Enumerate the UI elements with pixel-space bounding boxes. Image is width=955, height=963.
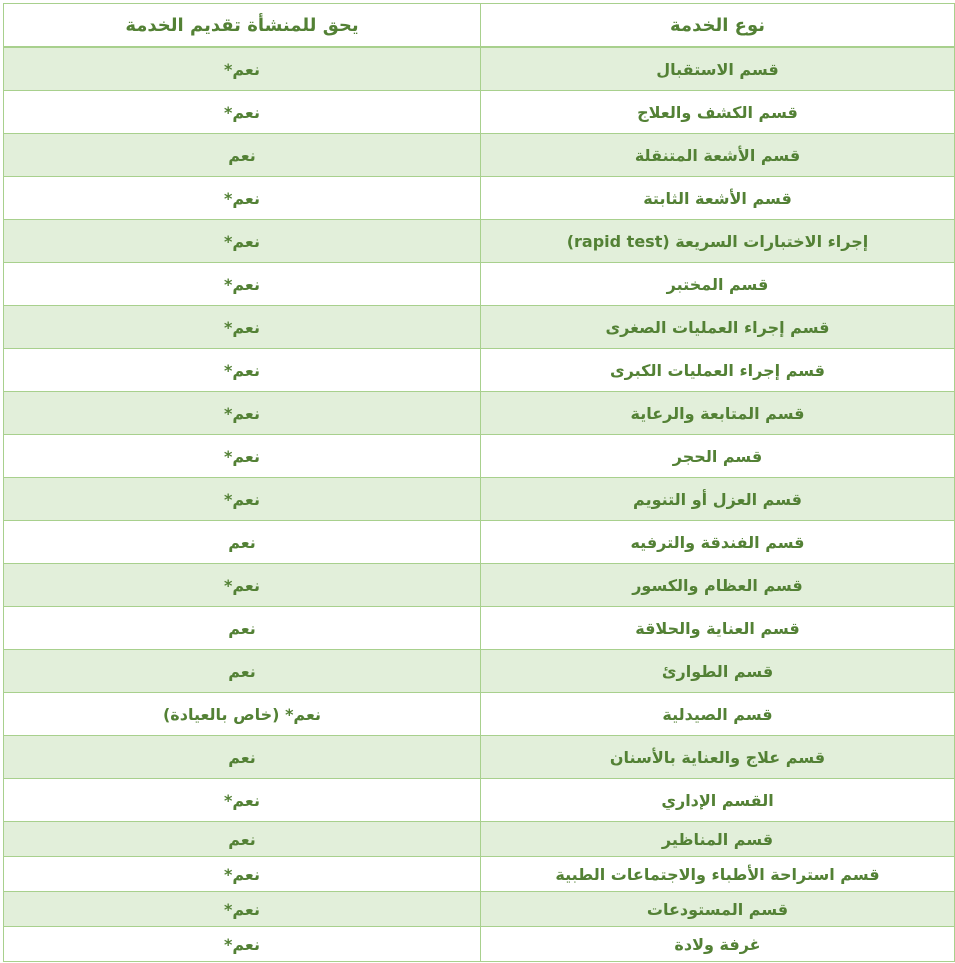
table-row [4,263,955,306]
service-cell: إجراء الاختبارات السريعة (rapid test) [481,220,955,263]
table-row [4,521,955,564]
table-row [4,650,955,693]
table-row [4,91,955,134]
service-cell: قسم الفندقة والترفيه [481,521,955,564]
table-row [4,306,955,349]
table-row [4,177,955,220]
table-row [4,478,955,521]
services-table-container [3,3,954,962]
table-row [4,349,955,392]
eligible-cell: نعم [4,822,481,857]
table-row [4,779,955,822]
table-row [4,607,955,650]
eligible-cell: نعم* [4,564,481,607]
service-cell: قسم العزل أو التنويم [481,478,955,521]
eligible-cell: نعم* [4,306,481,349]
table-row [4,857,955,892]
header-eligible: يحق للمنشأة تقديم الخدمة [4,4,481,48]
eligible-cell: نعم [4,736,481,779]
service-cell: غرفة ولادة [481,927,955,962]
service-cell: قسم إجراء العمليات الصغرى [481,306,955,349]
eligible-cell: نعم* [4,779,481,822]
eligible-cell: نعم* [4,478,481,521]
eligible-cell: نعم* [4,392,481,435]
eligible-cell: نعم [4,134,481,177]
table-row [4,892,955,927]
table-row [4,435,955,478]
table-header-row [4,4,955,48]
eligible-cell: نعم* (خاص بالعيادة) [4,693,481,736]
eligible-cell: نعم* [4,91,481,134]
header-service-type: نوع الخدمة [481,4,955,48]
table-row [4,927,955,962]
service-cell: قسم العناية والحلاقة [481,607,955,650]
table-row [4,564,955,607]
service-cell: قسم الأشعة المتنقلة [481,134,955,177]
service-cell: قسم علاج والعناية بالأسنان [481,736,955,779]
eligible-cell: نعم* [4,263,481,306]
service-cell: قسم المناظير [481,822,955,857]
eligible-cell: نعم* [4,927,481,962]
eligible-cell: نعم* [4,857,481,892]
eligible-cell: نعم [4,521,481,564]
eligible-cell: نعم* [4,349,481,392]
service-cell: قسم المستودعات [481,892,955,927]
table-row [4,134,955,177]
service-cell: قسم الطوارئ [481,650,955,693]
service-cell: قسم العظام والكسور [481,564,955,607]
table-row [4,220,955,263]
table-body [4,47,955,962]
table-row [4,736,955,779]
service-cell: قسم الصيدلية [481,693,955,736]
service-cell: قسم المختبر [481,263,955,306]
service-cell: قسم الأشعة الثابتة [481,177,955,220]
eligible-cell: نعم* [4,435,481,478]
eligible-cell: نعم [4,607,481,650]
service-cell: قسم الحجر [481,435,955,478]
eligible-cell: نعم* [4,47,481,91]
service-cell: قسم إجراء العمليات الكبرى [481,349,955,392]
service-cell: قسم استراحة الأطباء والاجتماعات الطبية [481,857,955,892]
service-cell: القسم الإداري [481,779,955,822]
service-cell: قسم المتابعة والرعاية [481,392,955,435]
table-row [4,47,955,91]
service-cell: قسم الكشف والعلاج [481,91,955,134]
eligible-cell: نعم [4,650,481,693]
service-cell: قسم الاستقبال [481,47,955,91]
eligible-cell: نعم* [4,220,481,263]
eligible-cell: نعم* [4,892,481,927]
services-table [3,3,955,962]
eligible-cell: نعم* [4,177,481,220]
table-row [4,822,955,857]
table-row [4,693,955,736]
table-row [4,392,955,435]
